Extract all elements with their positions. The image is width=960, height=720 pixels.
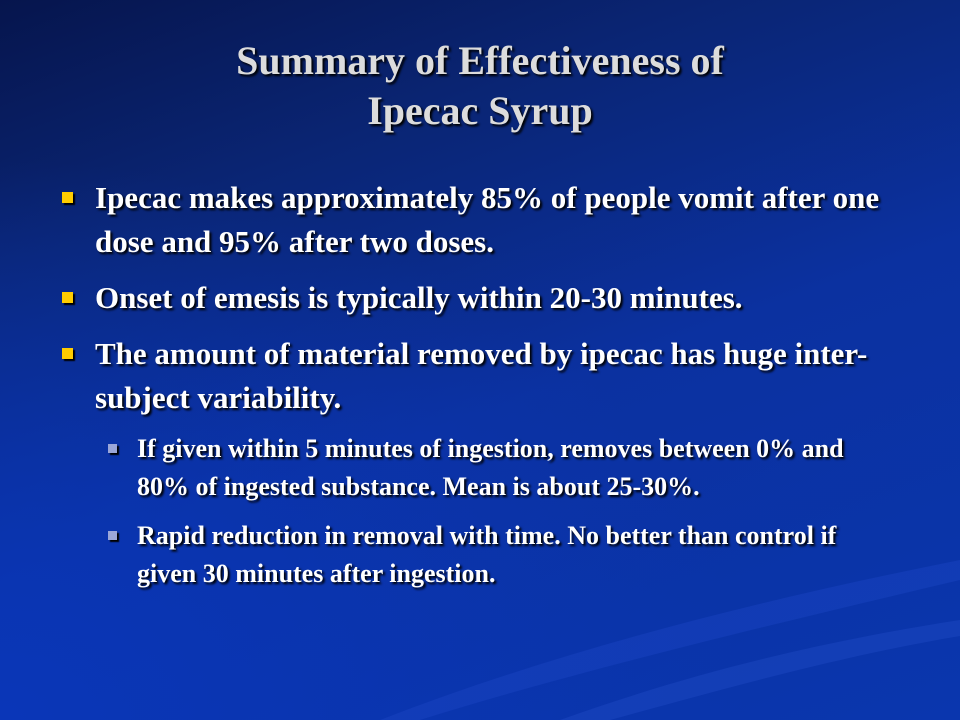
slide-title bbox=[80, 36, 880, 136]
square-sub-bullet-icon bbox=[108, 444, 117, 453]
square-sub-bullet-icon bbox=[108, 531, 117, 540]
square-bullet-icon bbox=[62, 292, 73, 303]
sub-bullet-text: If given within 5 minutes of ingestion, removes between 0% and 80% of ingested substance. Mean is about 25-30%. bbox=[137, 434, 844, 501]
bullet-text: The amount of material removed by ipecac has huge inter-subject variability. bbox=[95, 336, 868, 415]
sub-bullet-item bbox=[106, 517, 894, 593]
slide-body bbox=[60, 176, 900, 604]
square-bullet-icon bbox=[62, 348, 73, 359]
sub-bullet-item bbox=[106, 430, 894, 506]
title-line-1: Summary of Effectiveness of bbox=[236, 38, 724, 83]
bullet-text: Ipecac makes approximately 85% of people vomit after one dose and 95% after two doses. bbox=[95, 180, 880, 259]
title-line-2: Ipecac Syrup bbox=[367, 88, 593, 133]
square-bullet-icon bbox=[62, 192, 73, 203]
bullet-item bbox=[60, 332, 900, 420]
bullet-item bbox=[60, 176, 900, 264]
bullet-text: Onset of emesis is typically within 20-30 minutes. bbox=[95, 280, 743, 315]
bullet-item bbox=[60, 276, 900, 320]
sub-bullet-text: Rapid reduction in removal with time. No better than control if given 30 minutes after ingestion. bbox=[137, 521, 837, 588]
